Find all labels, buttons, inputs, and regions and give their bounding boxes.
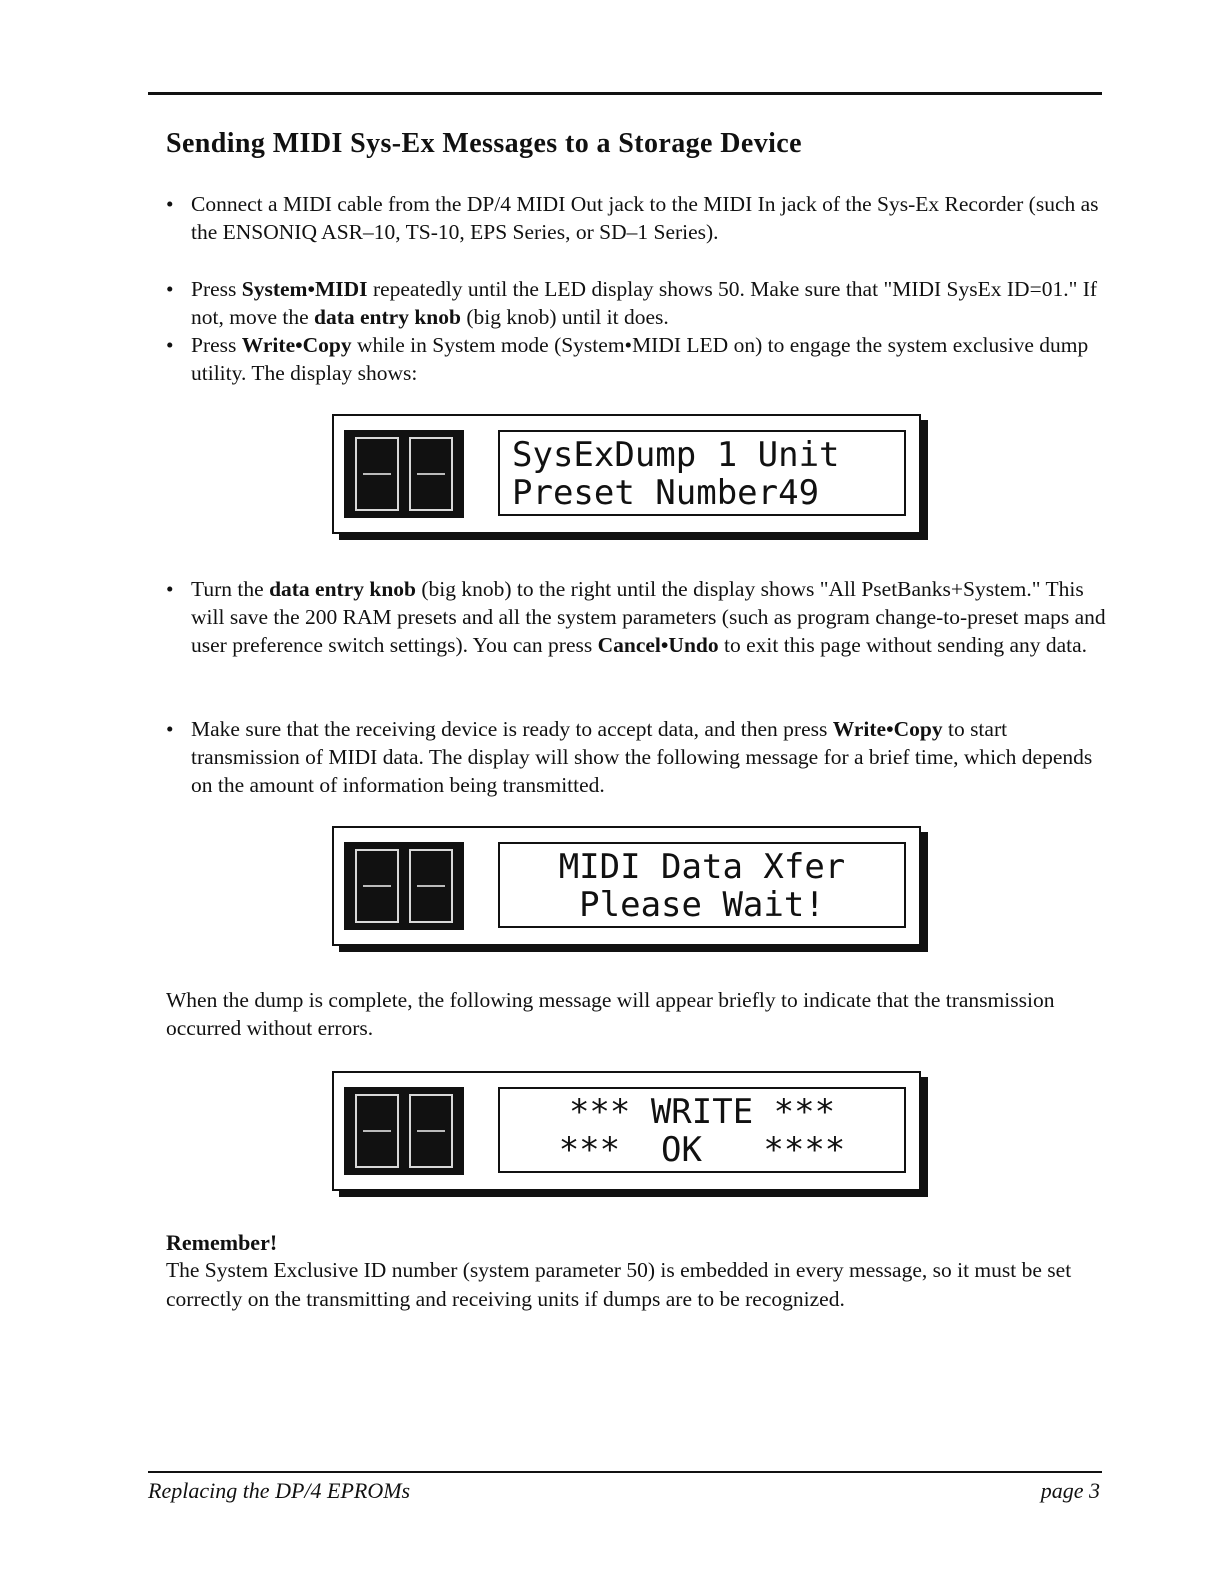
lcd-line-1: *** WRITE ***: [568, 1092, 836, 1132]
bullet-text: Connect a MIDI cable from the DP/4 MIDI Out jack to the MIDI In jack of the Sys-Ex Recorder (such as the ENSONIQ ASR–10, TS-10, EPS Series, or SD–1 Series).: [191, 192, 1099, 244]
list-item: [166, 190, 1106, 246]
led-digit: [355, 437, 399, 511]
page-number: page 3: [1040, 1478, 1100, 1503]
led-display: [344, 430, 464, 518]
led-digit: [355, 849, 399, 923]
led-display: [344, 1087, 464, 1175]
led-digit: [409, 1094, 453, 1168]
completion-paragraph: When the dump is complete, the following message will appear briefly to indicate that the transmission occurred without errors.: [166, 988, 1055, 1040]
bullet-marker: •: [166, 717, 174, 741]
lcd-screen: [498, 430, 906, 516]
lcd-display-panel: [332, 826, 921, 946]
bullet-text: Make sure that the receiving device is ready to accept data, and then press Write•Copy to start transmission of MIDI data. The display will show the following message for a brief time, which depends on the amount of information being transmitted.: [191, 717, 1093, 797]
bullet-text: Press System•MIDI repeatedly until the LED display shows 50. Make sure that "MIDI SysEx ID=01." If not, move the data entry knob (big knob) until it does.: [191, 277, 1098, 329]
bottom-rule: [148, 1471, 1102, 1473]
led-digit: [355, 1094, 399, 1168]
remember-heading: Remember!: [166, 1230, 278, 1255]
lcd-line-1: SysExDump 1 Unit: [512, 435, 840, 475]
bullet-marker: •: [166, 277, 174, 301]
list-item: [166, 575, 1106, 659]
bullet-marker: •: [166, 577, 174, 601]
lcd-line-2: Please Wait!: [579, 885, 825, 925]
bullet-marker: •: [166, 333, 174, 357]
list-item: [166, 275, 1106, 331]
bullet-text: Press Write•Copy while in System mode (System•MIDI LED on) to engage the system exclusive dump utility. The display shows:: [191, 333, 1089, 385]
led-display: [344, 842, 464, 930]
list-item: [166, 715, 1106, 799]
bullet-text: Turn the data entry knob (big knob) to the right until the display shows "All PsetBanks+System." This will save the 200 RAM presets and all the system parameters (such as program change-to-preset maps and user preference switch settings). You can press Cancel•Undo to exit this page without sending any data.: [191, 577, 1106, 657]
led-digit: [409, 437, 453, 511]
footer-title: Replacing the DP/4 EPROMs: [148, 1478, 411, 1503]
lcd-line-2: *** OK ****: [558, 1130, 846, 1170]
lcd-display-panel: [332, 1071, 921, 1191]
top-rule: [148, 92, 1102, 95]
remember-text: The System Exclusive ID number (system parameter 50) is embedded in every message, so it must be set correctly on the transmitting and receiving units if dumps are to be recognized.: [166, 1258, 1072, 1311]
lcd-display-panel: [332, 414, 921, 534]
led-digit: [409, 849, 453, 923]
lcd-screen: [498, 842, 906, 928]
page-title: Sending MIDI Sys-Ex Messages to a Storage Device: [166, 128, 802, 159]
lcd-line-2: Preset Number49: [512, 473, 820, 513]
list-item: [166, 331, 1106, 387]
bullet-marker: •: [166, 192, 174, 216]
lcd-line-1: MIDI Data Xfer: [558, 847, 846, 887]
lcd-screen: [498, 1087, 906, 1173]
